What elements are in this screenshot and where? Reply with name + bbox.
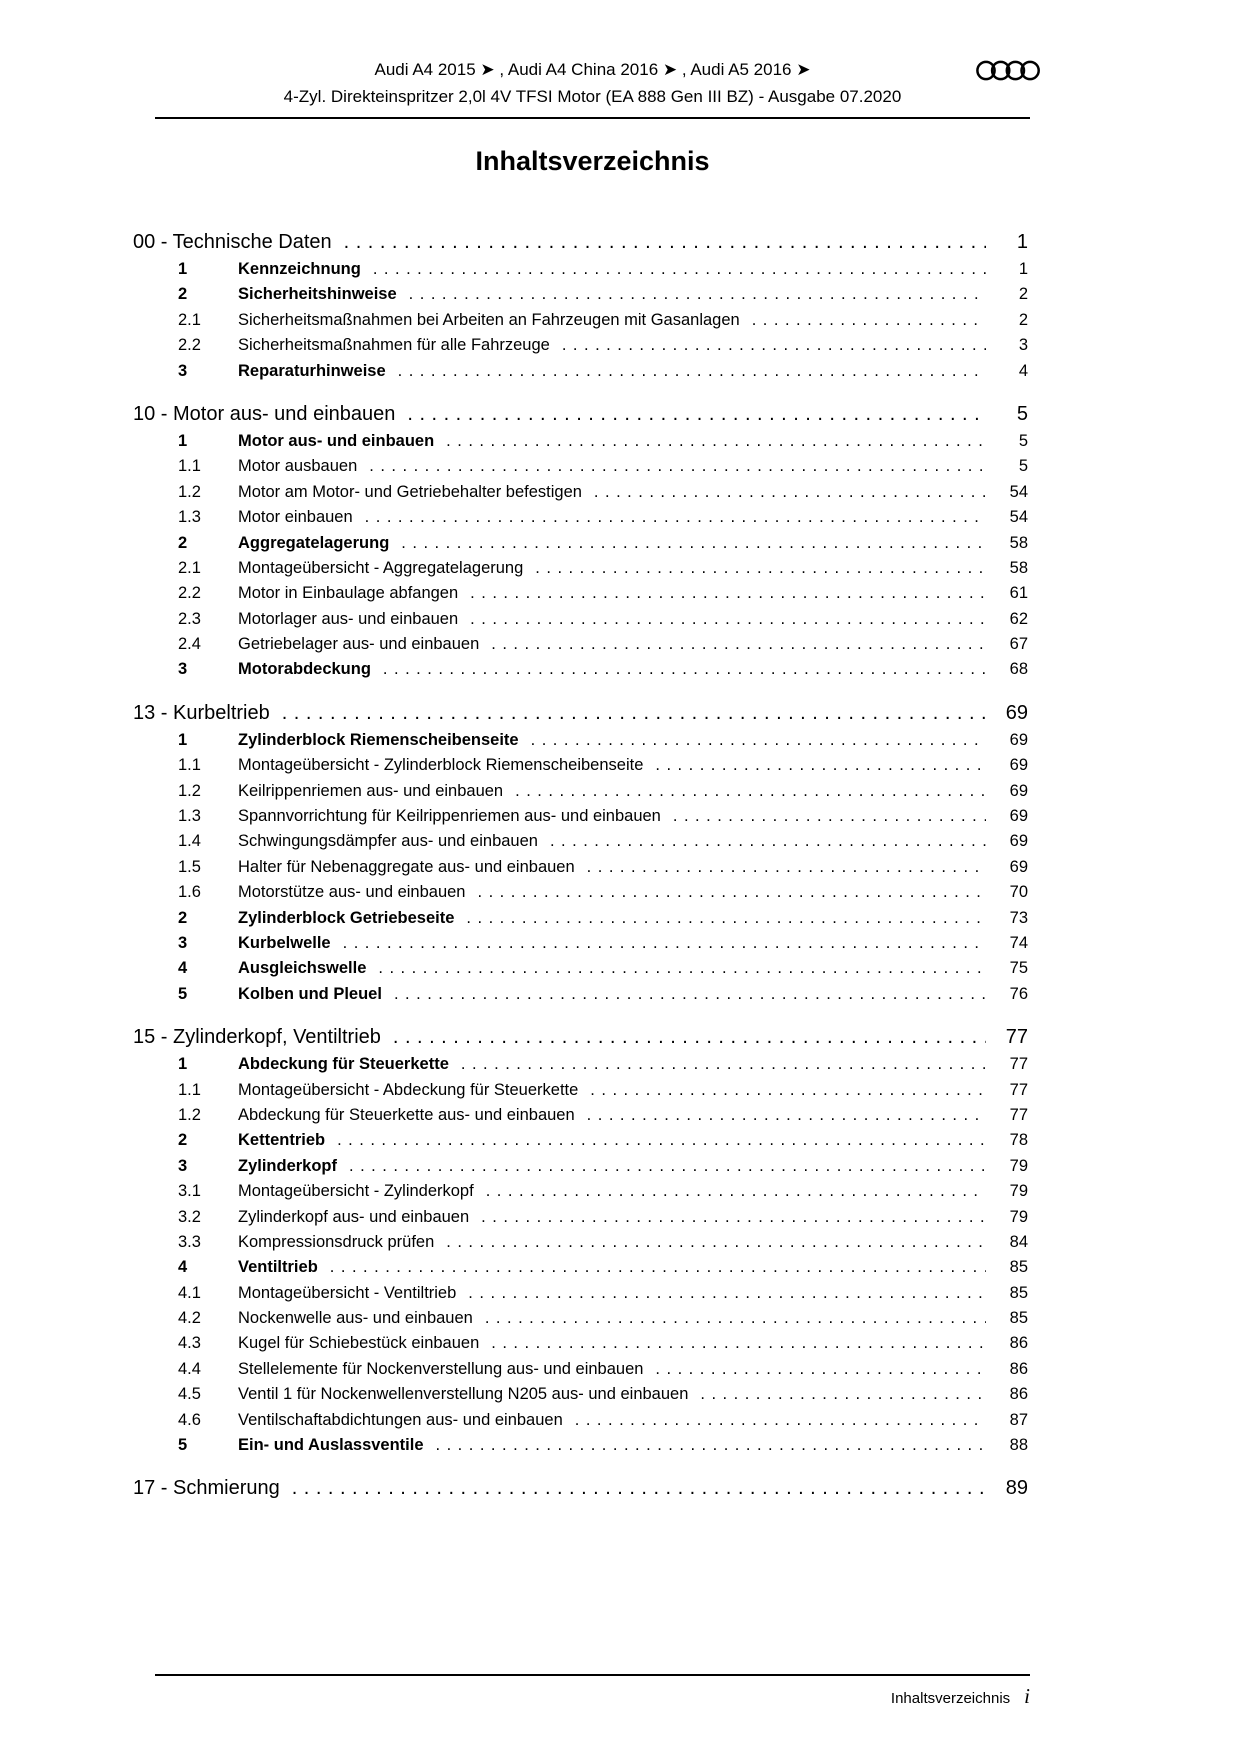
section-number: 1 xyxy=(178,260,188,278)
dot-leader xyxy=(752,308,986,333)
section-page-number: 61 xyxy=(1009,584,1028,603)
section-number: 5 xyxy=(178,984,188,1003)
chapter-title: 00 - Technische Daten xyxy=(133,231,332,253)
section-page-number: 68 xyxy=(1009,660,1028,679)
section-title: Keilrippenriemen aus- und einbauen xyxy=(238,781,504,800)
chapter-page-number: 89 xyxy=(1005,1477,1028,1500)
section-title: Montageübersicht - Aggregatelagerung xyxy=(238,558,524,577)
dot-leader xyxy=(446,1230,986,1255)
dot-leader xyxy=(655,753,986,778)
toc-section-row xyxy=(133,906,1028,931)
toc-section-row xyxy=(133,257,1028,282)
page-title: Inhaltsverzeichnis xyxy=(475,146,710,176)
dot-leader xyxy=(337,1128,986,1153)
toc-section-row xyxy=(133,282,1028,307)
section-number: 2 xyxy=(178,285,188,304)
audi-rings-logo xyxy=(976,57,1040,92)
section-title: Halter für Nebenaggregate aus- und einbauen xyxy=(238,857,575,876)
dot-leader xyxy=(515,779,986,804)
section-page-number: 77 xyxy=(1009,1080,1028,1099)
section-number: 4.2 xyxy=(178,1309,201,1328)
section-title: Kugel für Schiebestück einbauen xyxy=(238,1334,480,1353)
toc-section-row xyxy=(133,1205,1028,1230)
section-title: Kolben und Pleuel xyxy=(238,984,382,1003)
section-number: 4.1 xyxy=(178,1283,201,1302)
section-number: 3.1 xyxy=(178,1182,201,1201)
dot-leader xyxy=(383,657,986,682)
dot-leader xyxy=(446,429,986,454)
section-number: 1 xyxy=(178,730,188,749)
section-page-number: 54 xyxy=(1009,508,1028,527)
section-number: 1.3 xyxy=(178,807,201,826)
section-page-number: 62 xyxy=(1009,609,1028,628)
section-page-number: 86 xyxy=(1009,1334,1028,1353)
section-page-number: 58 xyxy=(1009,558,1028,577)
toc-section-row xyxy=(133,308,1028,333)
section-title: Zylinderkopf xyxy=(238,1156,338,1175)
dot-leader xyxy=(700,1382,986,1407)
toc-section-row xyxy=(133,779,1028,804)
dot-leader xyxy=(349,1154,986,1179)
section-page-number: 67 xyxy=(1009,635,1028,654)
section-page-number: 73 xyxy=(1009,908,1028,927)
section-number: 1.4 xyxy=(178,832,201,851)
dot-leader xyxy=(590,1078,986,1103)
section-number: 3.3 xyxy=(178,1232,201,1251)
dot-leader xyxy=(486,1179,986,1204)
dot-leader xyxy=(470,607,986,632)
dot-leader xyxy=(550,829,986,854)
header-engine-line: 4-Zyl. Direkteinspritzer 2,0l 4V TFSI Motor (EA 888 Gen III BZ) - Ausgabe 07.2020 xyxy=(283,87,902,106)
section-page-number: 88 xyxy=(1009,1436,1028,1455)
section-number: 1.1 xyxy=(178,1080,201,1099)
toc-section-row xyxy=(133,1408,1028,1433)
section-number: 3 xyxy=(178,361,188,380)
section-title: Motor in Einbaulage abfangen xyxy=(238,584,459,603)
section-page-number: 4 xyxy=(1018,361,1028,380)
section-title: Ventiltrieb xyxy=(238,1258,318,1277)
dot-leader xyxy=(373,257,986,282)
toc-section-row xyxy=(133,1382,1028,1407)
dot-leader xyxy=(344,227,986,257)
section-number: 2.3 xyxy=(178,609,201,628)
section-number: 5 xyxy=(178,1436,188,1455)
section-title: Sicherheitshinweise xyxy=(238,285,397,304)
dot-leader xyxy=(330,1255,986,1280)
section-number: 4.5 xyxy=(178,1385,201,1404)
dot-leader xyxy=(461,1052,986,1077)
section-page-number: 78 xyxy=(1009,1131,1028,1150)
section-page-number: 69 xyxy=(1009,807,1028,826)
section-page-number: 85 xyxy=(1009,1309,1028,1328)
section-page-number: 86 xyxy=(1009,1359,1028,1378)
toc-chapter-row xyxy=(133,698,1028,728)
section-title: Abdeckung für Steuerkette aus- und einbauen xyxy=(238,1105,575,1124)
section-title: Ein- und Auslassventile xyxy=(238,1436,424,1455)
section-title: Ventilschaftabdichtungen aus- und einbauen xyxy=(238,1410,563,1429)
section-title: Nockenwelle aus- und einbauen xyxy=(238,1309,473,1328)
section-title: Motor am Motor- und Getriebehalter befestigen xyxy=(238,482,582,501)
section-number: 2.1 xyxy=(178,558,201,577)
section-title: Montageübersicht - Zylinderkopf xyxy=(238,1182,474,1201)
section-title: Kettentrieb xyxy=(238,1131,326,1150)
section-title: Montageübersicht - Zylinderblock Riemenscheibenseite xyxy=(238,756,644,775)
dot-leader xyxy=(531,728,986,753)
toc-section-row xyxy=(133,632,1028,657)
section-title: Kompressionsdruck prüfen xyxy=(238,1232,435,1251)
section-title: Kennzeichnung xyxy=(238,260,361,278)
toc-section-row xyxy=(133,607,1028,632)
section-title: Spannvorrichtung für Keilrippenriemen aus- und einbauen xyxy=(238,807,661,826)
toc-section-row xyxy=(133,657,1028,682)
dot-leader xyxy=(398,359,986,384)
toc-section-row xyxy=(133,880,1028,905)
toc-section-row xyxy=(133,359,1028,384)
section-number: 2 xyxy=(178,1131,188,1150)
section-number: 2 xyxy=(178,533,188,552)
section-number: 4.6 xyxy=(178,1410,201,1429)
section-page-number: 79 xyxy=(1009,1182,1028,1201)
toc-section-row xyxy=(133,1103,1028,1128)
toc-section-row xyxy=(133,531,1028,556)
toc xyxy=(133,212,1028,1503)
section-number: 2.2 xyxy=(178,584,201,603)
section-number: 2.4 xyxy=(178,635,201,654)
section-title: Montageübersicht - Abdeckung für Steuerkette xyxy=(238,1080,579,1099)
chapter-page-number: 5 xyxy=(1016,402,1028,425)
toc-section-row xyxy=(133,333,1028,358)
section-title: Zylinderblock Getriebeseite xyxy=(238,908,455,927)
section-page-number: 84 xyxy=(1009,1232,1028,1251)
dot-leader xyxy=(436,1433,986,1458)
chapter-page-number: 77 xyxy=(1005,1026,1028,1049)
section-number: 1.1 xyxy=(178,457,201,476)
dot-leader xyxy=(470,581,986,606)
section-page-number: 87 xyxy=(1009,1410,1028,1429)
section-page-number: 69 xyxy=(1009,756,1028,775)
dot-leader xyxy=(575,1408,986,1433)
toc-section-row xyxy=(133,454,1028,479)
section-page-number: 1 xyxy=(1018,260,1028,278)
section-page-number: 54 xyxy=(1009,482,1028,501)
dot-leader xyxy=(477,880,986,905)
section-title: Motorlager aus- und einbauen xyxy=(238,609,459,628)
dot-leader xyxy=(369,454,986,479)
toc-section-row xyxy=(133,1154,1028,1179)
section-title: Motorstütze aus- und einbauen xyxy=(238,883,466,902)
dot-leader xyxy=(282,698,986,728)
toc-section-row xyxy=(133,1078,1028,1103)
section-page-number: 69 xyxy=(1009,730,1028,749)
page-footer xyxy=(155,1684,1030,1709)
dot-leader xyxy=(673,804,986,829)
chapter-page-number: 1 xyxy=(1016,231,1028,253)
header-divider xyxy=(155,117,1030,119)
dot-leader xyxy=(468,1281,986,1306)
section-number: 2.1 xyxy=(178,310,201,329)
section-page-number: 86 xyxy=(1009,1385,1028,1404)
section-title: Getriebelager aus- und einbauen xyxy=(238,635,480,654)
toc-chapter-row xyxy=(133,227,1028,257)
toc-section-row xyxy=(133,1128,1028,1153)
toc-section-row xyxy=(133,505,1028,530)
section-page-number: 76 xyxy=(1009,984,1028,1003)
chapter-title: 10 - Motor aus- und einbauen xyxy=(133,402,396,425)
section-number: 1 xyxy=(178,1055,188,1074)
dot-leader xyxy=(394,982,986,1007)
toc-section-row xyxy=(133,429,1028,454)
section-page-number: 79 xyxy=(1009,1207,1028,1226)
section-number: 4.3 xyxy=(178,1334,201,1353)
toc-section-row xyxy=(133,728,1028,753)
section-title: Zylinderblock Riemenscheibenseite xyxy=(238,730,519,749)
section-number: 1.2 xyxy=(178,1105,201,1124)
section-number: 1.2 xyxy=(178,781,201,800)
toc-section-row xyxy=(133,1433,1028,1458)
section-number: 1.5 xyxy=(178,857,201,876)
section-page-number: 74 xyxy=(1009,933,1028,952)
footer-label: Inhaltsverzeichnis xyxy=(890,1690,1011,1707)
dot-leader xyxy=(535,556,986,581)
section-number: 1.3 xyxy=(178,508,201,527)
toc-section-row xyxy=(133,753,1028,778)
section-title: Kurbelwelle xyxy=(238,933,331,952)
dot-leader xyxy=(491,1331,986,1356)
toc-chapter-row xyxy=(133,1022,1028,1052)
section-title: Motor einbauen xyxy=(238,508,353,527)
toc-section-row xyxy=(133,556,1028,581)
page-header xyxy=(155,56,1030,110)
section-title: Stellelemente für Nockenverstellung aus- und einbauen xyxy=(238,1359,644,1378)
section-number: 3 xyxy=(178,1156,188,1175)
section-page-number: 5 xyxy=(1018,431,1028,450)
section-page-number: 85 xyxy=(1009,1258,1028,1277)
toc-section-row xyxy=(133,581,1028,606)
section-number: 4 xyxy=(178,1258,188,1277)
chapter-title: 15 - Zylinderkopf, Ventiltrieb xyxy=(133,1026,381,1049)
dot-leader xyxy=(587,1103,986,1128)
section-page-number: 75 xyxy=(1009,959,1028,978)
toc-section-row xyxy=(133,1230,1028,1255)
section-page-number: 58 xyxy=(1009,533,1028,552)
section-title: Ausgleichswelle xyxy=(238,959,367,978)
section-number: 1.6 xyxy=(178,883,201,902)
dot-leader xyxy=(409,282,986,307)
dot-leader xyxy=(466,906,986,931)
section-page-number: 2 xyxy=(1018,310,1028,329)
toc-section-row xyxy=(133,1281,1028,1306)
section-title: Aggregatelagerung xyxy=(238,533,390,552)
section-number: 3 xyxy=(178,660,188,679)
section-page-number: 5 xyxy=(1018,457,1028,476)
toc-section-row xyxy=(133,1306,1028,1331)
section-title: Motor ausbauen xyxy=(238,457,358,476)
section-number: 1.2 xyxy=(178,482,201,501)
toc-section-row xyxy=(133,1357,1028,1382)
dot-leader xyxy=(401,531,986,556)
toc-section-row xyxy=(133,1255,1028,1280)
section-number: 3 xyxy=(178,933,188,952)
section-title: Zylinderkopf aus- und einbauen xyxy=(238,1207,470,1226)
dot-leader xyxy=(594,480,986,505)
section-title: Schwingungsdämpfer aus- und einbauen xyxy=(238,832,538,851)
section-title: Ventil 1 für Nockenwellenverstellung N205 aus- und einbauen xyxy=(238,1385,689,1404)
dot-leader xyxy=(292,1473,986,1503)
section-page-number: 69 xyxy=(1009,781,1028,800)
section-page-number: 69 xyxy=(1009,857,1028,876)
section-title: Sicherheitsmaßnahmen für alle Fahrzeuge xyxy=(238,336,550,355)
section-number: 1.1 xyxy=(178,756,201,775)
section-title: Montageübersicht - Ventiltrieb xyxy=(238,1283,457,1302)
dot-leader xyxy=(485,1306,986,1331)
toc-section-row xyxy=(133,855,1028,880)
toc-section-row xyxy=(133,956,1028,981)
footer-divider xyxy=(155,1674,1030,1676)
dot-leader xyxy=(655,1357,986,1382)
section-number: 4 xyxy=(178,959,188,978)
dot-leader xyxy=(365,505,986,530)
section-page-number: 77 xyxy=(1009,1105,1028,1124)
dot-leader xyxy=(393,1022,986,1052)
dot-leader xyxy=(562,333,986,358)
section-page-number: 70 xyxy=(1009,883,1028,902)
chapter-title: 13 - Kurbeltrieb xyxy=(133,701,270,724)
dot-leader xyxy=(343,931,986,956)
chapter-title: 17 - Schmierung xyxy=(133,1477,280,1500)
section-number: 3.2 xyxy=(178,1207,201,1226)
section-title: Sicherheitsmaßnahmen bei Arbeiten an Fahrzeugen mit Gasanlagen xyxy=(238,310,740,329)
toc-section-row xyxy=(133,1331,1028,1356)
section-title: Abdeckung für Steuerkette xyxy=(238,1055,449,1074)
toc-section-row xyxy=(133,982,1028,1007)
section-page-number: 77 xyxy=(1009,1055,1028,1074)
section-number: 2.2 xyxy=(178,336,201,355)
dot-leader xyxy=(587,855,986,880)
toc-section-row xyxy=(133,480,1028,505)
section-page-number: 85 xyxy=(1009,1283,1028,1302)
section-number: 2 xyxy=(178,908,188,927)
dot-leader xyxy=(491,632,986,657)
toc-section-row xyxy=(133,804,1028,829)
section-title: Reparaturhinweise xyxy=(238,361,386,380)
toc-section-row xyxy=(133,1052,1028,1077)
chapter-page-number: 69 xyxy=(1005,701,1028,724)
section-page-number: 3 xyxy=(1018,336,1028,355)
section-title: Motor aus- und einbauen xyxy=(238,431,435,450)
toc-chapter-row xyxy=(133,1473,1028,1503)
toc-section-row xyxy=(133,829,1028,854)
section-number: 1 xyxy=(178,431,188,450)
section-title: Motorabdeckung xyxy=(238,660,371,679)
toc-section-row xyxy=(133,1179,1028,1204)
section-page-number: 2 xyxy=(1018,285,1028,304)
dot-leader xyxy=(407,399,986,429)
dot-leader xyxy=(378,956,986,981)
toc-chapter-row xyxy=(133,399,1028,429)
dot-leader xyxy=(481,1205,986,1230)
toc-section-row xyxy=(133,931,1028,956)
section-page-number: 79 xyxy=(1009,1156,1028,1175)
section-page-number: 69 xyxy=(1009,832,1028,851)
section-number: 4.4 xyxy=(178,1359,201,1378)
header-model-line: Audi A4 2015 ➤ , Audi A4 China 2016 ➤ , Audi A5 2016 ➤ xyxy=(374,60,811,79)
footer-page-number: i xyxy=(1024,1684,1030,1708)
